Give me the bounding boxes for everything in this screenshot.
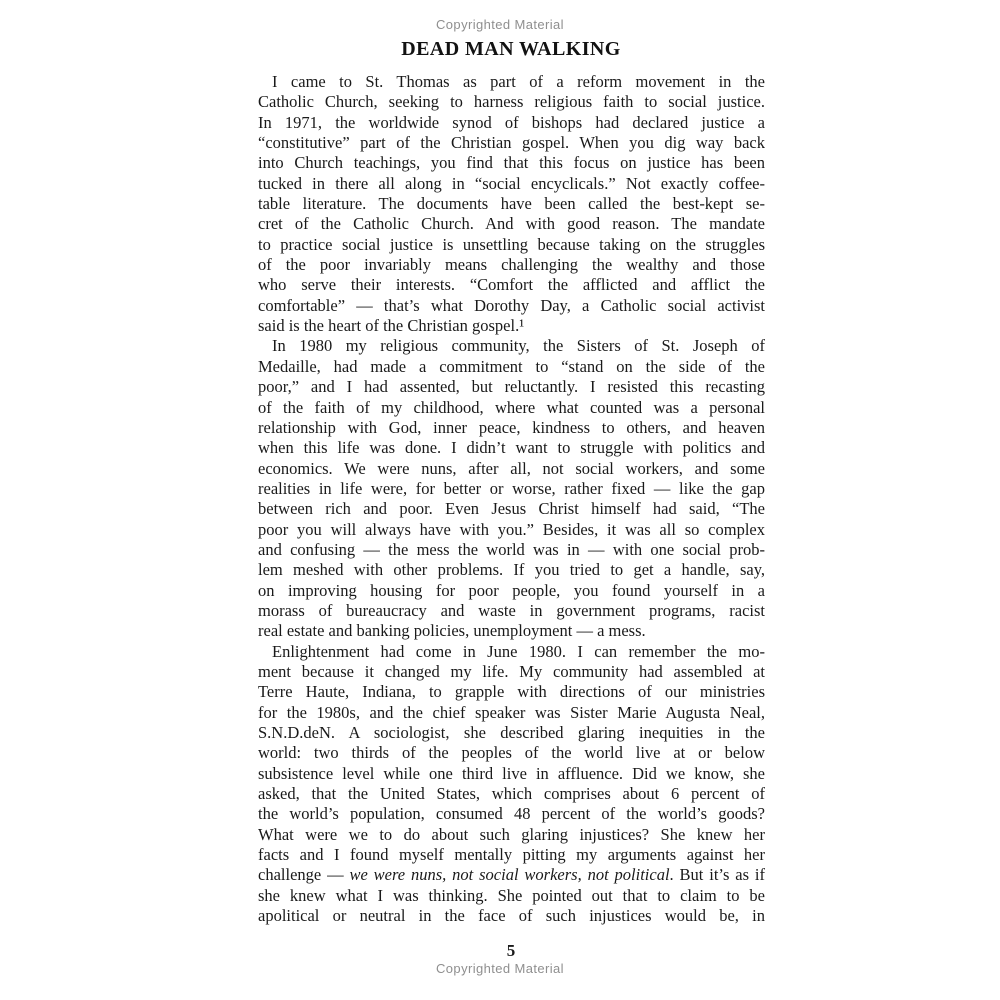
text-line: on improving housing for poor people, you found yourself in a [258,580,765,600]
text-line: who serve their interests. “Comfort the afflicted and afflict the [258,275,765,295]
text-line: relationship with God, inner peace, kindness to others, and heaven [258,417,765,437]
text-line: Enlightenment had come in June 1980. I can remember the mo- [272,641,765,661]
paragraph [258,72,765,336]
text-line: the world’s population, consumed 48 percent of the world’s goods? [258,804,765,824]
text-line: I came to St. Thomas as part of a reform movement in the [272,72,765,91]
text-line: when this life was done. I didn’t want to struggle with politics and [258,438,765,458]
text-line: poor,” and I had assented, but reluctantly. I resisted this recasting [258,377,765,397]
text-line: Terre Haute, Indiana, to grapple with directions of our ministries [258,682,765,702]
text-line: challenge — we were nuns, not social workers, not political. But it’s as if [258,865,766,885]
text-line: subsistence level while one third live in affluence. Did we know, she [258,763,765,783]
body-text [258,72,765,926]
text-line: tucked in there all along in “social encyclicals.” Not exactly coffee- [258,173,765,193]
text-line: between rich and poor. Even Jesus Christ himself had said, “The [258,499,765,519]
text-line: Medaille, had made a commitment to “stand on the side of the [258,356,765,376]
paragraph [258,642,765,927]
text-line: table literature. The documents have been called the best-kept se- [258,194,765,214]
text-line: S.N.D.deN. A sociologist, she described glaring inequities in the [258,723,765,742]
paragraph [258,336,765,641]
copyright-notice-top: Copyrighted Material [436,17,564,32]
text-line: poor you will always have with you.” Besides, it was all so complex [258,519,765,539]
text-line: morass of bureaucracy and waste in government programs, racist [258,600,765,620]
text-line: into Church teachings, you find that this focus on justice has been [258,153,765,173]
text-line: In 1980 my religious community, the Sisters of St. Joseph of [272,336,765,356]
text-line: apolitical or neutral in the face of such injustices would be, in [258,906,765,926]
text-line: “constitutive” part of the Christian gospel. When you dig way back [258,133,765,153]
text-line: asked, that the United States, which comprises about 6 percent of [258,784,765,804]
text-line: ment because it changed my life. My community had assembled at [258,661,765,681]
text-line: realities in life were, for better or worse, rather fixed — like the gap [258,478,765,498]
text-line: said is the heart of the Christian gospel.¹ [258,316,525,336]
text-line: of the faith of my childhood, where what counted was a personal [258,397,765,417]
text-line: and confusing — the mess the world was in — with one social prob- [258,539,765,559]
text-line: What were we to do about such glaring injustices? She knew her [258,824,765,844]
text-line: comfortable” — that’s what Dorothy Day, a Catholic social activist [258,295,765,315]
text-line: she knew what I was thinking. She pointed out that to claim to be [258,885,765,905]
text-line: to practice social justice is unsettling because taking on the struggles [258,234,765,254]
text-line: world: two thirds of the peoples of the world live at or below [258,743,765,763]
copyright-notice-bottom: Copyrighted Material [436,961,564,976]
text-line: Catholic Church, seeking to harness religious faith to social justice. [258,92,765,112]
chapter-title: DEAD MAN WALKING [401,38,621,60]
text-line: In 1971, the worldwide synod of bishops had declared justice a [258,112,765,132]
text-line: of the poor invariably means challenging the wealthy and those [258,255,765,275]
page-number: 5 [506,941,516,960]
text-line: facts and I found myself mentally pitting my arguments against her [258,845,765,865]
text-line: real estate and banking policies, unemployment — a mess. [258,621,646,641]
text-line: lem meshed with other problems. If you tried to get a handle, say, [258,560,765,580]
text-line: economics. We were nuns, after all, not social workers, and some [258,458,765,478]
text-line: cret of the Catholic Church. And with good reason. The mandate [258,214,765,234]
text-line: for the 1980s, and the chief speaker was Sister Marie Augusta Neal, [258,702,765,722]
